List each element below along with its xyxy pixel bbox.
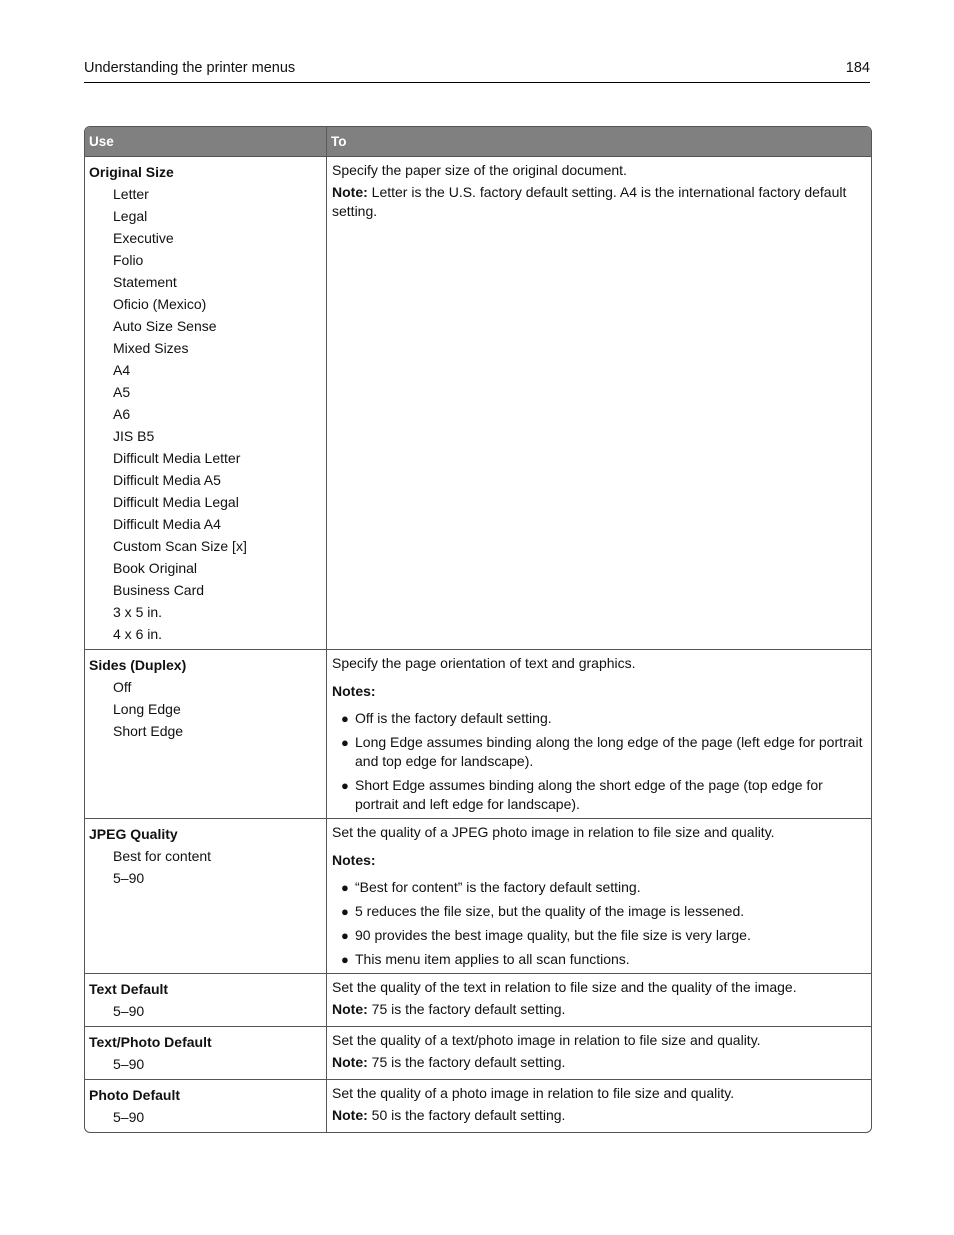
note-bullet: [332, 709, 863, 728]
setting-option: Difficult Media Legal: [113, 494, 239, 510]
note-text: Letter is the U.S. factory default setting. A4 is the international factory default setting.: [332, 184, 847, 219]
setting-name: Sides (Duplex): [89, 657, 187, 673]
bullet-text: 90 provides the best image quality, but the file size is very large.: [355, 927, 751, 943]
setting-name: Original Size: [89, 164, 174, 180]
setting-description: Set the quality of a text/photo image in relation to file size and quality.: [332, 1032, 761, 1048]
bullet-icon: ●: [341, 928, 349, 943]
option-list: [89, 1000, 322, 1022]
setting-description: Set the quality of a photo image in relation to file size and quality.: [332, 1085, 735, 1101]
column-header-use: Use: [85, 127, 327, 156]
note-text: 75 is the factory default setting.: [367, 1054, 566, 1070]
header-title: Understanding the printer menus: [84, 60, 296, 76]
bullet-text: Off is the factory default setting.: [355, 710, 552, 726]
bullet-text: 5 reduces the file size, but the quality of the image is lessened.: [355, 903, 745, 919]
use-cell: [85, 157, 327, 649]
to-cell: [327, 157, 871, 649]
setting-option: Off: [113, 679, 132, 695]
note-bullet: [332, 926, 863, 945]
setting-option: Legal: [113, 208, 148, 224]
bullet-icon: ●: [341, 880, 349, 895]
to-cell: [327, 650, 871, 818]
use-cell: [85, 1080, 327, 1132]
bullet-icon: ●: [341, 711, 349, 726]
option-list: [89, 845, 322, 889]
setting-option: A5: [113, 384, 131, 400]
bullet-icon: ●: [341, 952, 349, 967]
setting-name: Text Default: [89, 981, 169, 997]
setting-note: [332, 1000, 863, 1019]
setting-option: Mixed Sizes: [113, 340, 189, 356]
use-cell: [85, 819, 327, 973]
to-cell: [327, 819, 871, 973]
setting-option: Executive: [113, 230, 174, 246]
notes-list: [332, 709, 863, 814]
setting-option: 5–90: [113, 1003, 145, 1019]
setting-note: [332, 183, 863, 221]
setting-option: JIS B5: [113, 428, 155, 444]
to-cell: [327, 1080, 871, 1132]
notes-label: Notes:: [332, 852, 376, 868]
setting-option: Custom Scan Size [x]: [113, 538, 247, 554]
setting-option: 5–90: [113, 1109, 145, 1125]
table-row: [85, 649, 871, 818]
bullet-text: This menu item applies to all scan functions.: [355, 951, 630, 967]
note-bullet: [332, 733, 863, 771]
table-row: [85, 1026, 871, 1079]
to-cell: [327, 1027, 871, 1079]
bullet-icon: ●: [341, 778, 349, 793]
setting-note: [332, 1053, 863, 1072]
setting-name: JPEG Quality: [89, 826, 178, 842]
notes-list: [332, 878, 863, 969]
setting-option: 5–90: [113, 1056, 145, 1072]
note-text: 75 is the factory default setting.: [367, 1001, 566, 1017]
use-cell: [85, 974, 327, 1026]
note-label: Note:: [332, 1001, 368, 1017]
setting-description: Specify the paper size of the original document.: [332, 162, 627, 178]
note-bullet: [332, 902, 863, 921]
setting-name: Text/Photo Default: [89, 1034, 212, 1050]
table-row: [85, 818, 871, 973]
setting-description: Set the quality of a JPEG photo image in relation to file size and quality.: [332, 824, 775, 840]
to-cell: [327, 974, 871, 1026]
notes-label: Notes:: [332, 683, 376, 699]
table-header: [85, 127, 871, 156]
column-header-to: To: [331, 134, 347, 149]
bullet-icon: ●: [341, 735, 349, 750]
use-cell: [85, 650, 327, 818]
setting-option: Statement: [113, 274, 177, 290]
page-number: 184: [845, 60, 870, 76]
setting-option: Short Edge: [113, 723, 184, 739]
note-label: Note:: [332, 184, 368, 200]
setting-option: Auto Size Sense: [113, 318, 217, 334]
setting-description: Specify the page orientation of text and graphics.: [332, 655, 636, 671]
setting-option: Folio: [113, 252, 144, 268]
note-label: Note:: [332, 1054, 368, 1070]
setting-option: Long Edge: [113, 701, 181, 717]
option-list: [89, 676, 322, 742]
use-cell: [85, 1027, 327, 1079]
note-bullet: [332, 878, 863, 897]
setting-option: A4: [113, 362, 131, 378]
page-header: [84, 58, 870, 83]
bullet-text: Short Edge assumes binding along the short edge of the page (top edge for portrait and left edge for landscape).: [355, 777, 823, 812]
setting-option: 4 x 6 in.: [113, 626, 163, 642]
setting-option: Letter: [113, 186, 149, 202]
table-row: [85, 156, 871, 649]
option-list: [89, 1106, 322, 1128]
setting-option: Oficio (Mexico): [113, 296, 207, 312]
bullet-text: “Best for content” is the factory default setting.: [355, 879, 641, 895]
setting-option: Difficult Media A5: [113, 472, 221, 488]
setting-option: Difficult Media Letter: [113, 450, 241, 466]
note-bullet: [332, 776, 863, 814]
setting-option: 3 x 5 in.: [113, 604, 163, 620]
setting-option: Business Card: [113, 582, 205, 598]
table-row: [85, 973, 871, 1026]
option-list: [89, 1053, 322, 1075]
table-row: [85, 1079, 871, 1132]
option-list: [89, 183, 322, 645]
setting-option: A6: [113, 406, 131, 422]
note-label: Note:: [332, 1107, 368, 1123]
setting-option: Difficult Media A4: [113, 516, 221, 532]
setting-description: Set the quality of the text in relation to file size and the quality of the image.: [332, 979, 797, 995]
setting-note: [332, 1106, 863, 1125]
setting-option: Book Original: [113, 560, 198, 576]
setting-option: 5–90: [113, 870, 145, 886]
note-bullet: [332, 950, 863, 969]
setting-option: Best for content: [113, 848, 212, 864]
setting-name: Photo Default: [89, 1087, 180, 1103]
note-text: 50 is the factory default setting.: [367, 1107, 566, 1123]
bullet-text: Long Edge assumes binding along the long edge of the page (left edge for portrait and top edge for landscape).: [355, 734, 863, 769]
bullet-icon: ●: [341, 904, 349, 919]
menu-table: [84, 126, 872, 1133]
